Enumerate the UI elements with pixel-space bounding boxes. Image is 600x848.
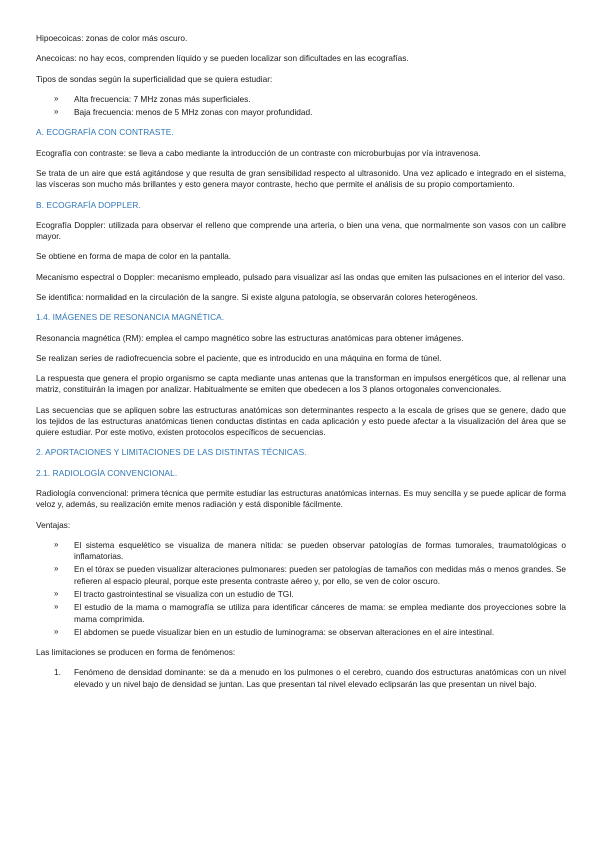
paragraph-doppler-mapa: Se obtiene en forma de mapa de color en la pantalla.	[36, 251, 232, 262]
heading-aportaciones: 2. APORTACIONES Y LIMITACIONES DE LAS DISTINTAS TÉCNICAS.	[36, 447, 307, 458]
paragraph-doppler-mecanismo: Mecanismo espectral o Doppler: mecanismo empleado, pulsado para visualizar así las ondas que emiten las pulsaciones en el interior del vaso.	[36, 271, 565, 282]
list-item	[36, 602, 566, 625]
bullet-marker: »	[54, 626, 59, 636]
bullet-marker: »	[54, 107, 59, 117]
heading-resonancia: 1.4. IMÁGENES DE RESONANCIA MAGNÉTICA.	[36, 312, 225, 323]
list-item-text: El tracto gastrointestinal se visualiza con un estudio de TGI.	[74, 589, 294, 599]
document-page	[36, 33, 566, 690]
bullet-marker: »	[54, 564, 59, 574]
paragraph-doppler-identifica: Se identifica: normalidad en la circulación de la sangre. Si existe alguna patología, se observarán colores heterogéneos.	[36, 291, 478, 302]
paragraph-hipoecoicas: Hipoecoicas: zonas de color más oscuro.	[36, 33, 188, 43]
list-item	[36, 540, 566, 563]
list-item-text: En el tórax se pueden visualizar alteraciones pulmonares: pueden ser patologías de tamaños con medidas más o menos grandes. Se refieren al espacio pleural, porque este presenta contraste aéreo y, por ello, se ven de color oscuro.	[74, 564, 566, 586]
paragraph-rm-respuesta: La respuesta que genera el propio organismo se capta mediante unas antenas que la transforman en impulsos energéticos que, al rellenar una matriz, constituirán la imagen por analizar. Habitualmente se emiten que obedecen a los 3 planos ortogonales convencionales.	[36, 373, 566, 395]
list-item	[36, 94, 566, 105]
paragraph-doppler-def: Ecografía Doppler: utilizada para observar el relleno que comprende una arteria, o bien una vena, que normalmente son vasos con un calibre mayor.	[36, 219, 566, 242]
list-item-text: El abdomen se puede visualizar bien en un estudio de luminograma: se observan alteraciones en el aire intestinal.	[74, 626, 495, 637]
list-item	[36, 564, 566, 587]
paragraph-anecoicas: Anecoicas: no hay ecos, comprenden líquido y se pueden localizar son dificultades en las ecografías.	[36, 53, 409, 64]
heading-radiologia: 2.1. RADIOLOGÍA CONVENCIONAL.	[36, 467, 178, 478]
sondas-list	[36, 94, 566, 119]
list-item-text: El estudio de la mama o mamografía se utiliza para identificar cánceres de mama: se emplea mediante dos proyecciones sobre la mama comprimida.	[74, 602, 566, 624]
paragraph-ventajas: Ventajas:	[36, 519, 71, 530]
list-item	[36, 107, 566, 118]
list-item-text: Alta frecuencia: 7 MHz zonas más superficiales.	[74, 93, 251, 104]
paragraph-radiologia-def: Radiología convencional: primera técnica que permite estudiar las estructuras anatómicas internas. Es muy sencilla y se puede aplicar de forma veloz y, además, su realización emite menos radiación y está disponible fácilmente.	[36, 488, 566, 510]
limitaciones-list	[36, 667, 566, 690]
list-item	[36, 667, 566, 690]
paragraph-rm-def: Resonancia magnética (RM): emplea el campo magnético sobre las estructuras anatómicas para obtener imágenes.	[36, 332, 464, 343]
heading-ecografia-contraste: A. ECOGRAFÍA CON CONTRASTE.	[36, 127, 174, 138]
bullet-marker: »	[54, 589, 59, 598]
bullet-marker: »	[54, 602, 59, 612]
list-item	[36, 627, 566, 638]
bullet-marker: »	[54, 93, 59, 103]
list-number: 1.	[54, 667, 61, 678]
heading-ecografia-doppler: B. ECOGRAFÍA DOPPLER.	[36, 199, 141, 210]
list-item-text: Fenómeno de densidad dominante: se da a menudo en los pulmones o el cerebro, cuando dos estructuras anatómicas con un nivel elevado y un nivel bajo de densidad se juntan. Las que presentan tal nivel elevado eclipsarán las que presentan un nivel bajo.	[74, 667, 566, 689]
paragraph-contraste-def: Ecografía con contraste: se lleva a cabo mediante la introducción de un contraste con microburbujas por vía intravenosa.	[36, 147, 481, 158]
ventajas-list	[36, 540, 566, 638]
list-item	[36, 589, 566, 600]
paragraph-rm-secuencias: Las secuencias que se apliquen sobre las estructuras anatómicas son determinantes respecto a la escala de grises que se genere, dado que los tejidos de las estructuras anatómicas tienen conductas distintas en cada aplicación y esto puede afectar a la visualización del área que se quiere estudiar. Por este motivo, existen protocolos específicos de secuencias.	[36, 404, 566, 438]
list-item-text: Baja frecuencia: menos de 5 MHz zonas con mayor profundidad.	[74, 107, 313, 118]
paragraph-tipos-sondas: Tipos de sondas según la superficialidad que se quiera estudiar:	[36, 73, 273, 84]
list-item-text: El sistema esquelético se visualiza de manera nítida: se pueden observar patologías de formas tumorales, traumatológicas o inflamatorias.	[74, 539, 566, 562]
paragraph-rm-series: Se realizan series de radiofrecuencia sobre el paciente, que es introducido en una máquina en forma de túnel.	[36, 352, 442, 363]
bullet-marker: »	[54, 539, 59, 549]
paragraph-limitaciones: Las limitaciones se producen en forma de fenómenos:	[36, 647, 236, 658]
paragraph-contraste-desc: Se trata de un aire que está agitándose y que resulta de gran sensibilidad respecto al ultrasonido. Una vez aplicado e integrado en el sistema, las vísceras son mucho más brillantes y esto genera mayor contraste, hecho que permite el análisis de su propio comportamiento.	[36, 167, 566, 190]
